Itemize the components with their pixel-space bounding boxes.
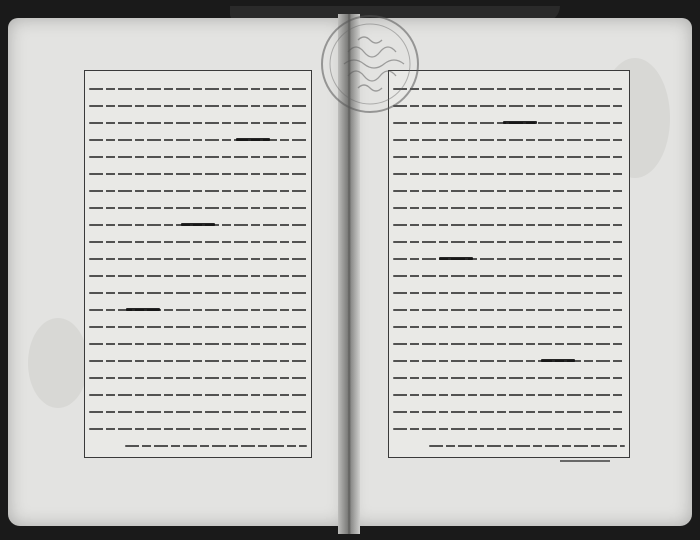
text-line bbox=[89, 394, 307, 396]
rubric-mark bbox=[126, 308, 160, 311]
text-line bbox=[89, 377, 307, 379]
text-line bbox=[393, 377, 625, 379]
rubric-mark bbox=[439, 257, 473, 260]
text-line bbox=[89, 343, 307, 345]
text-line bbox=[89, 190, 307, 192]
text-line bbox=[89, 139, 307, 141]
text-line bbox=[89, 360, 307, 362]
rubric-mark bbox=[541, 359, 575, 362]
catchword bbox=[560, 460, 610, 462]
text-line bbox=[393, 88, 625, 90]
text-line bbox=[89, 241, 307, 243]
text-line bbox=[393, 275, 625, 277]
text-line bbox=[429, 445, 625, 447]
text-line bbox=[393, 139, 625, 141]
text-line bbox=[89, 292, 307, 294]
text-line bbox=[393, 343, 625, 345]
text-line bbox=[89, 207, 307, 209]
text-line bbox=[393, 173, 625, 175]
text-line bbox=[393, 326, 625, 328]
rubric-mark bbox=[503, 121, 537, 124]
text-line bbox=[393, 190, 625, 192]
right-text-block bbox=[388, 70, 630, 458]
text-line bbox=[393, 360, 625, 362]
library-seal-icon bbox=[318, 12, 422, 116]
text-line bbox=[89, 105, 307, 107]
text-line bbox=[393, 428, 625, 430]
text-line bbox=[89, 173, 307, 175]
rubric-mark bbox=[181, 223, 215, 226]
rubric-mark bbox=[236, 138, 270, 141]
text-line bbox=[125, 445, 307, 447]
text-line bbox=[89, 309, 307, 311]
left-text-block bbox=[84, 70, 312, 458]
text-line bbox=[89, 156, 307, 158]
text-line bbox=[393, 258, 625, 260]
text-line bbox=[89, 88, 307, 90]
text-line bbox=[89, 258, 307, 260]
text-line bbox=[393, 207, 625, 209]
text-line bbox=[393, 411, 625, 413]
text-line bbox=[89, 428, 307, 430]
text-line bbox=[393, 105, 625, 107]
text-line bbox=[393, 394, 625, 396]
text-line bbox=[393, 156, 625, 158]
text-line bbox=[393, 309, 625, 311]
text-line bbox=[89, 122, 307, 124]
text-line bbox=[89, 326, 307, 328]
text-line bbox=[89, 411, 307, 413]
text-line bbox=[393, 241, 625, 243]
text-line bbox=[393, 224, 625, 226]
text-line bbox=[89, 275, 307, 277]
paper-stain bbox=[28, 318, 88, 408]
text-line bbox=[393, 292, 625, 294]
